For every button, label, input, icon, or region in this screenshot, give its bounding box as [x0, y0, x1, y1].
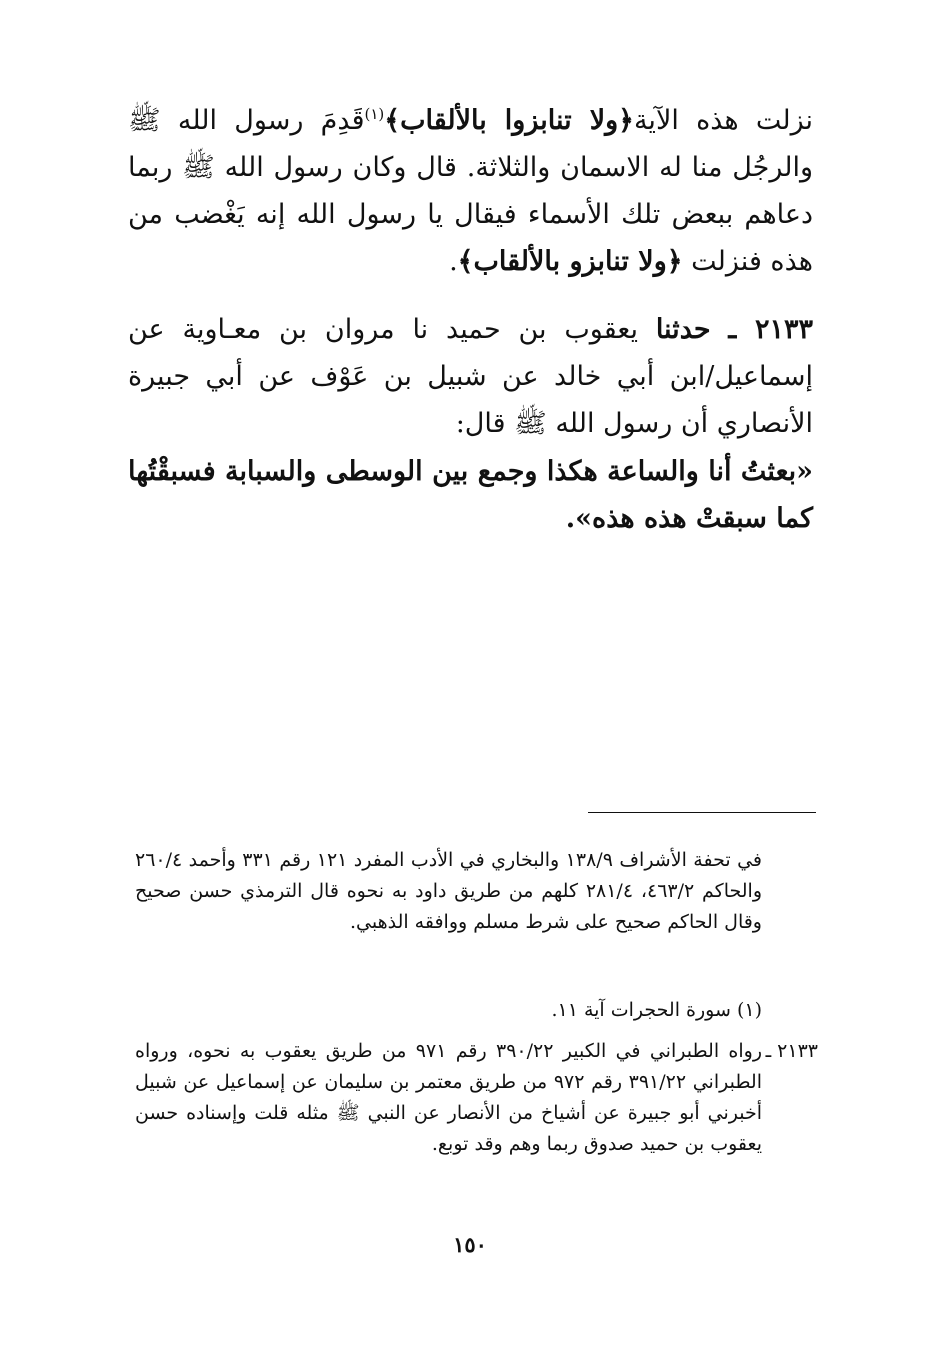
- hadith-matn: «بعثتُ أنا والساعة هكذا وجمع بين الوسطى والسبابة فسبقْتُها كما سبقتْ هذه هذه».: [128, 456, 813, 534]
- page-number: ١٥٠: [453, 1232, 487, 1257]
- quran-verse-repeat: ﴿ولا تنابزو بالألقاب﴾: [457, 246, 683, 277]
- paragraph-line-start: نزلت هذه الآية: [633, 105, 814, 136]
- footnote-2133: [135, 1036, 818, 1160]
- footnote-2133-number: ٢١٣٣ ـ: [765, 1040, 818, 1062]
- quran-verse: ﴿ولا تنابزوا بالألقاب﴾: [384, 105, 634, 136]
- footnote-2133-text: رواه الطبراني في الكبير ٣٩٠/٢٢ رقم ٩٧١ من طريق يعقوب به نحوه، ورواه الطبراني ٣٩١/٢٢ رقم ٩٧٢ من طريق معتمر بن سليمان عن إسماعيل عن شبيل أخبرني أبو جبيرة عن أشياخ من الأنصار عن النبي ﷺ مثله قلت وإسناده حسن يعقوب بن حميد صدوق ربما وهم وقد توبع.: [135, 1040, 763, 1155]
- hadith-isnad: [128, 306, 813, 447]
- paragraph-revelation: [128, 97, 813, 285]
- hadith-chain: يعقوب بن حميد نا مروان بن معـاوية عن إسماعيل/ابن أبي خالد عن شبيل بن عَوْف عن أبي جبيرة الأنصاري أن رسول الله ﷺ قال:: [128, 314, 813, 439]
- footnote-marker: (١): [364, 105, 385, 123]
- footnote-divider: [588, 812, 816, 813]
- hadith-number: ٢١٣٣ ـ: [728, 314, 814, 345]
- footnote-1: (١) سورة الحجرات آية ١١.: [551, 999, 762, 1021]
- paragraph-body: قَدِمَ رسول الله ﷺ والرجُل منا له الاسمان والثلاثة. قال وكان رسول الله ﷺ ربما دعاهم ببعض تلك الأسماء فيقال يا رسول الله إنه يَغْضب من هذه فنزلت: [128, 105, 813, 277]
- hadith-lead-word: حدثنا: [655, 314, 711, 345]
- paragraph-end: .: [449, 246, 458, 277]
- footnote-previous: في تحفة الأشراف ١٣٨/٩ والبخاري في الأدب المفرد ١٢١ رقم ٣٣١ وأحمد ٢٦٠/٤ والحاكم ٤٦٣/٢، ٢٨١/٤ كلهم من طريق داود به نحوه قال الترمذي حسن صحيح وقال الحاكم صحيح على شرط مسلم ووافقه الذهبي.: [135, 849, 763, 933]
